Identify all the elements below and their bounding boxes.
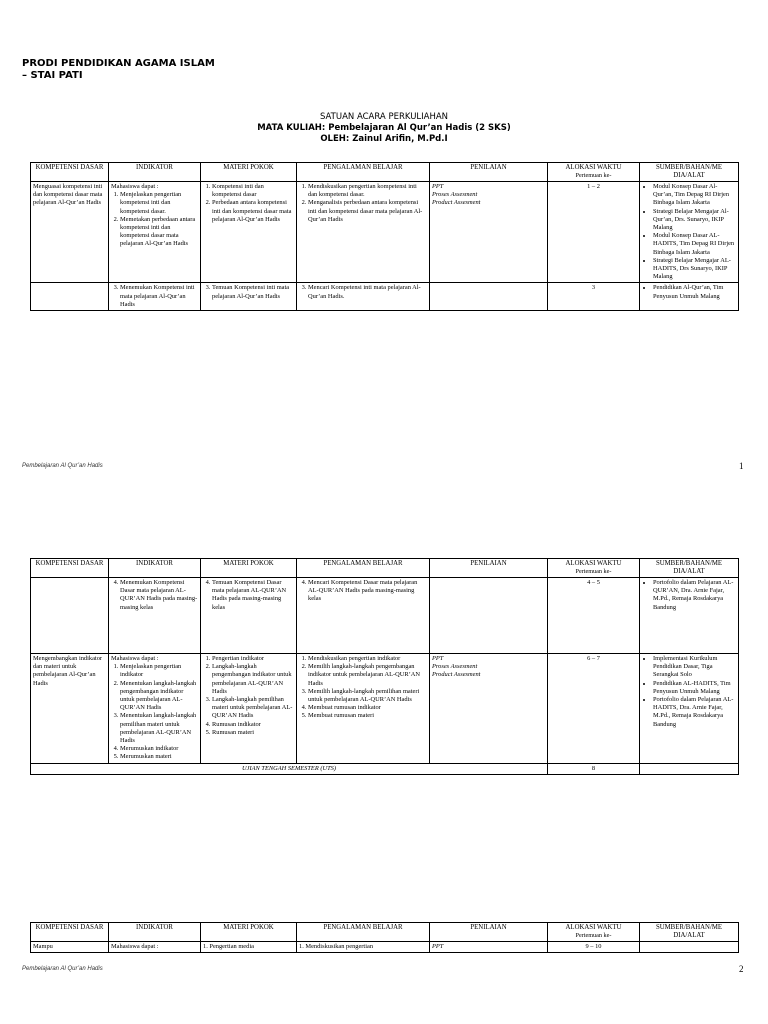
table-row xyxy=(31,578,739,654)
list-item: 4. Temuan Kompetensi Dasar mata pelajaran AL-QUR’AN Hadis pada masing-masing kelas xyxy=(212,579,294,612)
col-materi: MATERI POKOK xyxy=(201,559,297,578)
col-penilaian: PENILAIAN xyxy=(430,923,548,942)
uts-alokasi: 8 xyxy=(548,763,640,774)
penilaian-item: PPT xyxy=(432,183,444,190)
table-row xyxy=(31,942,739,953)
cell-penilaian xyxy=(430,578,548,654)
cell-materi xyxy=(201,654,297,764)
table-header-row xyxy=(31,163,739,182)
cell-penilaian: PPT xyxy=(430,942,548,953)
col-pengalaman: PENGALAMAN BELAJAR xyxy=(297,923,430,942)
cell-materi xyxy=(201,283,297,311)
col-penilaian: PENILAIAN xyxy=(430,559,548,578)
page-footer-2: Pembelajaran Al Qur’an Hadis xyxy=(22,966,103,972)
col-sumber: SUMBER/BAHAN/ME DIA/ALAT xyxy=(640,923,739,942)
institution-name: PRODI PENDIDIKAN AGAMA ISLAM xyxy=(22,58,215,69)
list-item: 3. Langkah-langkah pemilihan materi untuk pembelajaran AL-QUR’AN Hadis xyxy=(212,696,294,721)
col-alokasi: ALOKASI WAKTU Pertemuan ke- xyxy=(548,163,640,182)
cell-alokasi: 1 – 2 xyxy=(548,182,640,283)
col-materi: MATERI POKOK xyxy=(201,923,297,942)
cell-indikator xyxy=(109,578,201,654)
uts-label: UJIAN TENGAH SEMESTER (UTS) xyxy=(31,763,548,774)
col-kd: KOMPETENSI DASAR xyxy=(31,559,109,578)
list-item: 4. Rumusan indikator xyxy=(212,721,294,729)
title-course: MATA KULIAH: Pembelajaran Al Qur’an Hadis (2 SKS) xyxy=(257,123,511,133)
institution-header xyxy=(22,58,215,82)
cell-indikator: Mahasiswa dapat : xyxy=(109,942,201,953)
page-number-1: 1 xyxy=(739,461,744,471)
list-item: • Portofolio dalam Pelajaran AL-HADITS, Dra. Arnie Fajar, M.Pd., Remaja Rosdakarya Bandung xyxy=(653,696,736,729)
list-item: 2. Memetakan perbedaan antara kompetensi inti dan kompetensi dasar mata pelajaran Al-Qur’an Hadis xyxy=(120,216,198,249)
cell-sumber xyxy=(640,654,739,764)
list-item: 1. Kompetensi inti dan kompetensi dasar xyxy=(212,183,294,199)
col-indikator: INDIKATOR xyxy=(109,923,201,942)
list-item: • Portofolio dalam Pelajaran AL-QUR’AN, Dra. Arnie Fajar, M.Pd., Remaja Rosdakarya Bandung xyxy=(653,579,736,612)
list-item: 1. Menjelaskan pengertian kompetensi inti dan kompetensi dasar. xyxy=(120,191,198,216)
list-item: 3. Menemukan Kompetensi inti mata pelajaran Al-Qur’an Hadis xyxy=(120,284,198,309)
list-item: • Modul Konsep Dasar Al-Qur’an, Tim Depag RI Dirjen Binbaga Islam Jakarta xyxy=(653,183,736,208)
cell-kd: Menguasai kompetensi inti dan kompetensi dasar mata pelajaran Al-Qur’an Hadis xyxy=(31,182,109,283)
cell-sumber xyxy=(640,182,739,283)
syllabus-table-3 xyxy=(30,922,739,953)
cell-pengalaman xyxy=(297,654,430,764)
table-row xyxy=(31,654,739,764)
penilaian-item: PPT xyxy=(432,655,444,662)
cell-pengalaman xyxy=(297,182,430,283)
uts-row xyxy=(31,763,739,774)
cell-pengalaman xyxy=(297,283,430,311)
penilaian-item: Product Assesment xyxy=(432,671,481,679)
cell-materi: 1. Pengertian media xyxy=(201,942,297,953)
table-row xyxy=(31,182,739,283)
list-item: 3. Memilih langkah-langkah pemilihan materi untuk pembelajaran AL-QUR’AN Hadis xyxy=(308,688,427,704)
col-kd: KOMPETENSI DASAR xyxy=(31,163,109,182)
cell-alokasi: 4 – 5 xyxy=(548,578,640,654)
title-author: OLEH: Zainul Arifin, M.Pd.I xyxy=(320,134,448,144)
col-sumber: SUMBER/BAHAN/ME DIA/ALAT xyxy=(640,559,739,578)
list-item: 3. Mencari Kompetensi inti mata pelajaran Al-Qur’an Hadis. xyxy=(308,284,427,300)
col-penilaian: PENILAIAN xyxy=(430,163,548,182)
list-item: • Pendidikan AL-HADITS, Tim Penyusun Unmuh Malang xyxy=(653,680,736,696)
cell-alokasi: 6 – 7 xyxy=(548,654,640,764)
indikator-intro: Mahasiswa dapat : xyxy=(111,183,159,190)
list-item: 2. Menentukan langkah-langkah pengembangan indikator untuk pembelajaran AL-QUR’AN Hadis xyxy=(120,680,198,713)
list-item: 5. Merumuskan materi xyxy=(120,753,198,761)
table-row xyxy=(31,283,739,311)
col-materi: MATERI POKOK xyxy=(201,163,297,182)
cell-penilaian xyxy=(430,654,548,764)
cell-sumber xyxy=(640,283,739,311)
list-item: • Strategi Belajar Mengajar Al-Qur’an, Drs. Sunaryo, IKIP Malang xyxy=(653,208,736,233)
cell-materi xyxy=(201,578,297,654)
cell-pengalaman: 1. Mendiskusikan pengertian xyxy=(297,942,430,953)
list-item: • Strategi Belajar Mengajar AL-HADITS, Drs Sunaryo, IKIP Malang xyxy=(653,257,736,282)
cell-kd xyxy=(31,283,109,311)
col-alokasi-sub: Pertemuan ke- xyxy=(575,172,612,179)
col-alokasi-sub: Pertemuan ke- xyxy=(575,568,612,575)
cell-kd xyxy=(31,578,109,654)
list-item: 3. Temuan Kompetensi inti mata pelajaran Al-Qur’an Hadis xyxy=(212,284,294,300)
list-item: 4. Merumuskan indikator xyxy=(120,745,198,753)
penilaian-item: Proses Assesment xyxy=(432,191,478,199)
penilaian-item: Product Assesment xyxy=(432,199,481,207)
list-item: 2. Memilih langkah-langkah pengembangan indikator untuk pembelajaran AL-QUR’AN Hadis xyxy=(308,663,427,688)
list-item: 4. Membuat rumusan indikator xyxy=(308,704,427,712)
list-item: 2. Langkah-langkah pengembangan indikator untuk pembelajaran AL-QUR’AN Hadis xyxy=(212,663,294,696)
list-item: 4. Menemukan Kompetensi Dasar mata pelajaran AL-QUR’AN Hadis pada masing-masing kelas xyxy=(120,579,198,612)
cell-sumber xyxy=(640,942,739,953)
list-item: 1. Menjelaskan pengertian indikator xyxy=(120,663,198,679)
penilaian-item: Proses Assesment xyxy=(432,663,478,671)
list-item: • Implementasi Kurikulum Pendidikan Dasar, Tiga Serangkai Solo xyxy=(653,655,736,680)
cell-kd: Mengembangkan indikator dan materi untuk pembelajaran Al-Qur’an Hadis xyxy=(31,654,109,764)
document-title xyxy=(0,112,768,145)
list-item: • Modul Konsep Dasar AL-HADITS, Tim Depag RI Dirjen Binbaga Islam Jakarta xyxy=(653,232,736,257)
cell-penilaian xyxy=(430,283,548,311)
cell-indikator xyxy=(109,654,201,764)
cell-indikator xyxy=(109,182,201,283)
page-number-2: 2 xyxy=(739,964,744,974)
page-footer-1: Pembelajaran Al Qur’an Hadis xyxy=(22,463,103,469)
list-item: 5. Rumusan materi xyxy=(212,729,294,737)
col-alokasi: ALOKASI WAKTU Pertemuan ke- xyxy=(548,923,640,942)
institution-campus: – STAI PATI xyxy=(22,70,83,81)
cell-sumber xyxy=(640,763,739,774)
cell-materi xyxy=(201,182,297,283)
syllabus-table-1 xyxy=(30,162,739,311)
cell-sumber xyxy=(640,578,739,654)
syllabus-table-2 xyxy=(30,558,739,775)
cell-kd: Mampu xyxy=(31,942,109,953)
list-item: 2. Menganalisis perbedaan antara kompetensi inti dan kompetensi dasar mata pelajaran Al-Qur’an Hadis xyxy=(308,199,427,224)
list-item: 1. Mendiskusikan pengertian kompetensi inti dan kompetensi dasar. xyxy=(308,183,427,199)
col-sumber: SUMBER/BAHAN/ME DIA/ALAT xyxy=(640,163,739,182)
col-pengalaman: PENGALAMAN BELAJAR xyxy=(297,559,430,578)
list-item: 1. Mendiskusikan pengertian indikator xyxy=(308,655,427,663)
col-alokasi-sub: Pertemuan ke- xyxy=(575,932,612,939)
list-item: 3. Menentukan langkah-langkah pemilihan materi untuk pembelajaran AL-QUR’AN Hadis xyxy=(120,712,198,745)
table-header-row xyxy=(31,559,739,578)
col-kd: KOMPETENSI DASAR xyxy=(31,923,109,942)
cell-penilaian xyxy=(430,182,548,283)
col-indikator: INDIKATOR xyxy=(109,163,201,182)
cell-alokasi: 9 – 10 xyxy=(548,942,640,953)
list-item: 4. Mencari Kompetensi Dasar mata pelajaran AL-QUR’AN Hadis pada masing-masing kelas xyxy=(308,579,427,604)
indikator-intro: Mahasiswa dapat : xyxy=(111,655,159,662)
table-header-row xyxy=(31,923,739,942)
cell-pengalaman xyxy=(297,578,430,654)
col-indikator: INDIKATOR xyxy=(109,559,201,578)
list-item: 1. Pengertian indikator xyxy=(212,655,294,663)
list-item: 2. Perbedaan antara kompetensi inti dan kompetensi dasar mata pelajaran Al-Qur’an Hadis xyxy=(212,199,294,224)
cell-indikator xyxy=(109,283,201,311)
col-pengalaman: PENGALAMAN BELAJAR xyxy=(297,163,430,182)
list-item: • Pendidikan Al-Qur’an, Tim Penyusun Unmuh Malang xyxy=(653,284,736,300)
col-alokasi: ALOKASI WAKTU Pertemuan ke- xyxy=(548,559,640,578)
title-sap: SATUAN ACARA PERKULIAHAN xyxy=(319,112,449,122)
list-item: 5. Membuat rumusan materi xyxy=(308,712,427,720)
cell-alokasi: 3 xyxy=(548,283,640,311)
